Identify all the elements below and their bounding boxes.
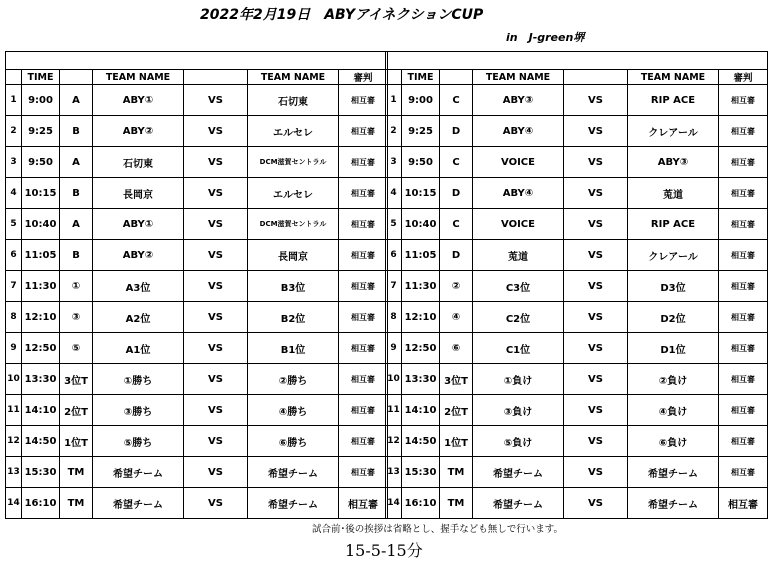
referee: 相互審: [339, 147, 388, 178]
table-row: [386, 457, 768, 488]
vs-label: VS: [184, 395, 248, 426]
team-away: 希望チーム: [248, 457, 339, 488]
vs-label: VS: [184, 457, 248, 488]
vs-label: VS: [184, 209, 248, 240]
table-row: [386, 178, 768, 209]
match-time: 10:15: [402, 178, 440, 209]
vs-label: VS: [564, 178, 628, 209]
table-blank-header: [386, 52, 768, 70]
match-group: ③: [60, 302, 93, 333]
team-home: ⑤勝ち: [93, 426, 184, 457]
table-row: [386, 85, 768, 116]
vs-label: VS: [564, 426, 628, 457]
referee: 相互審: [719, 85, 768, 116]
team-away: 希望チーム: [628, 457, 719, 488]
match-number: 1: [6, 85, 22, 116]
match-time: 9:25: [402, 116, 440, 147]
header-team1: TEAM NAME: [473, 70, 564, 85]
match-time: 16:10: [402, 488, 440, 519]
match-group: B: [60, 178, 93, 209]
team-home: C3位: [473, 271, 564, 302]
team-away: 石切東: [248, 85, 339, 116]
team-away: 長岡京: [248, 240, 339, 271]
vs-label: VS: [564, 364, 628, 395]
table-row: [6, 488, 388, 519]
match-number: 11: [386, 395, 402, 426]
match-number: 7: [386, 271, 402, 302]
match-group: TM: [60, 488, 93, 519]
match-number: 6: [6, 240, 22, 271]
table-row: [386, 116, 768, 147]
team-home: C1位: [473, 333, 564, 364]
table-blank-header: [6, 52, 388, 70]
team-home: ABY④: [473, 116, 564, 147]
team-home: ABY①: [93, 209, 184, 240]
team-away: B3位: [248, 271, 339, 302]
vs-label: VS: [184, 426, 248, 457]
referee: 相互審: [719, 147, 768, 178]
match-group: 1位T: [440, 426, 473, 457]
team-home: A3位: [93, 271, 184, 302]
team-home: ABY②: [93, 240, 184, 271]
referee: 相互審: [719, 271, 768, 302]
vs-label: VS: [184, 116, 248, 147]
vs-label: VS: [184, 147, 248, 178]
match-group: TM: [440, 488, 473, 519]
match-group: D: [440, 178, 473, 209]
team-away: D3位: [628, 271, 719, 302]
table-row: [386, 209, 768, 240]
vs-label: VS: [184, 333, 248, 364]
header-team2: TEAM NAME: [248, 70, 339, 85]
match-number: 11: [6, 395, 22, 426]
table-row: [6, 302, 388, 333]
match-group: 2位T: [440, 395, 473, 426]
match-time: 9:25: [22, 116, 60, 147]
team-home: 希望チーム: [473, 457, 564, 488]
referee: 相互審: [339, 116, 388, 147]
vs-label: VS: [184, 85, 248, 116]
table-row: [386, 147, 768, 178]
match-group: B: [60, 240, 93, 271]
team-away: 莵道: [628, 178, 719, 209]
header-team1: TEAM NAME: [93, 70, 184, 85]
referee: 相互審: [339, 364, 388, 395]
match-group: ②: [440, 271, 473, 302]
team-home: ⑤負け: [473, 426, 564, 457]
match-group: TM: [440, 457, 473, 488]
team-home: ABY①: [93, 85, 184, 116]
match-number: 9: [6, 333, 22, 364]
table-row: [6, 209, 388, 240]
referee: 相互審: [339, 209, 388, 240]
team-away: クレアール: [628, 116, 719, 147]
match-time: 13:30: [22, 364, 60, 395]
table-row: [386, 488, 768, 519]
match-time: 10:15: [22, 178, 60, 209]
team-home: 希望チーム: [93, 457, 184, 488]
match-time: 9:50: [22, 147, 60, 178]
match-time: 15:30: [22, 457, 60, 488]
vs-label: VS: [564, 488, 628, 519]
vs-label: VS: [184, 271, 248, 302]
table-row: [6, 395, 388, 426]
team-home: VOICE: [473, 147, 564, 178]
match-time: 12:10: [22, 302, 60, 333]
table-row: [6, 240, 388, 271]
table-row: [6, 364, 388, 395]
table-row: [386, 240, 768, 271]
venue-label: in J-green堺: [506, 31, 585, 44]
header-no: [6, 70, 22, 85]
referee: 相互審: [339, 85, 388, 116]
team-away: ABY③: [628, 147, 719, 178]
match-number: 6: [386, 240, 402, 271]
match-time: 16:10: [22, 488, 60, 519]
referee: 相互審: [719, 116, 768, 147]
match-time: 9:00: [402, 85, 440, 116]
table-row: [6, 116, 388, 147]
match-number: 13: [386, 457, 402, 488]
team-away: RIP ACE: [628, 85, 719, 116]
match-group: ①: [60, 271, 93, 302]
vs-label: VS: [564, 147, 628, 178]
match-number: 12: [386, 426, 402, 457]
match-time: 12:10: [402, 302, 440, 333]
team-away: B2位: [248, 302, 339, 333]
header-vs: [564, 70, 628, 85]
match-group: C: [440, 147, 473, 178]
match-time: 14:50: [402, 426, 440, 457]
team-home: 長岡京: [93, 178, 184, 209]
referee: 相互審: [339, 333, 388, 364]
header-group: [60, 70, 93, 85]
match-number: 14: [6, 488, 22, 519]
team-home: VOICE: [473, 209, 564, 240]
referee: 相互審: [339, 426, 388, 457]
team-home: ABY③: [473, 85, 564, 116]
schedule-table-left: [5, 51, 388, 519]
table-row: [6, 271, 388, 302]
header-referee: 審判: [339, 70, 388, 85]
referee: 相互審: [719, 488, 768, 519]
match-group: A: [60, 147, 93, 178]
match-time: 14:10: [402, 395, 440, 426]
team-away: エルセレ: [248, 178, 339, 209]
match-time: 11:05: [22, 240, 60, 271]
match-number: 4: [6, 178, 22, 209]
match-group: 3位T: [440, 364, 473, 395]
match-number: 3: [6, 147, 22, 178]
vs-label: VS: [564, 302, 628, 333]
table-row: [386, 426, 768, 457]
team-away: ⑥勝ち: [248, 426, 339, 457]
table-row: [6, 333, 388, 364]
referee: 相互審: [719, 364, 768, 395]
header-time: TIME: [402, 70, 440, 85]
table-header-row: [6, 70, 388, 85]
page-title: 2022年2月19日 ABYアイネクションCUP: [200, 7, 484, 23]
team-away: D1位: [628, 333, 719, 364]
schedule-table-right: [385, 51, 768, 519]
team-away: ④負け: [628, 395, 719, 426]
match-group: A: [60, 209, 93, 240]
match-group: 1位T: [60, 426, 93, 457]
match-time: 14:50: [22, 426, 60, 457]
referee: 相互審: [719, 426, 768, 457]
referee: 相互審: [339, 457, 388, 488]
match-number: 2: [386, 116, 402, 147]
match-number: 4: [386, 178, 402, 209]
team-away: DCM滋賀セントラル: [248, 209, 339, 240]
match-format: 15-5-15分: [345, 541, 423, 560]
vs-label: VS: [184, 178, 248, 209]
table-row: [386, 395, 768, 426]
table-row: [6, 426, 388, 457]
referee: 相互審: [719, 240, 768, 271]
match-number: 1: [386, 85, 402, 116]
team-away: B1位: [248, 333, 339, 364]
referee: 相互審: [719, 395, 768, 426]
match-group: C: [440, 85, 473, 116]
vs-label: VS: [184, 240, 248, 271]
team-away: エルセレ: [248, 116, 339, 147]
vs-label: VS: [564, 395, 628, 426]
table-row: [6, 178, 388, 209]
team-home: 莵道: [473, 240, 564, 271]
team-home: 希望チーム: [93, 488, 184, 519]
team-away: ②勝ち: [248, 364, 339, 395]
team-home: ABY②: [93, 116, 184, 147]
team-home: A1位: [93, 333, 184, 364]
referee: 相互審: [339, 488, 388, 519]
header-group: [440, 70, 473, 85]
referee: 相互審: [719, 209, 768, 240]
team-away: D2位: [628, 302, 719, 333]
footer-note: 試合前･後の挨拶は省略とし、握手なども無しで行います。: [312, 524, 563, 535]
match-time: 14:10: [22, 395, 60, 426]
referee: 相互審: [339, 271, 388, 302]
referee: 相互審: [719, 302, 768, 333]
match-time: 10:40: [402, 209, 440, 240]
vs-label: VS: [564, 333, 628, 364]
team-home: ①勝ち: [93, 364, 184, 395]
header-team2: TEAM NAME: [628, 70, 719, 85]
table-row: [6, 457, 388, 488]
team-away: クレアール: [628, 240, 719, 271]
team-home: 希望チーム: [473, 488, 564, 519]
referee: 相互審: [719, 457, 768, 488]
team-away: ④勝ち: [248, 395, 339, 426]
vs-label: VS: [564, 116, 628, 147]
match-group: D: [440, 240, 473, 271]
match-number: 13: [6, 457, 22, 488]
match-number: 10: [6, 364, 22, 395]
match-number: 12: [6, 426, 22, 457]
match-time: 12:50: [22, 333, 60, 364]
match-time: 13:30: [402, 364, 440, 395]
match-group: ⑤: [60, 333, 93, 364]
table-header-row: [386, 70, 768, 85]
match-number: 9: [386, 333, 402, 364]
team-home: ①負け: [473, 364, 564, 395]
match-time: 15:30: [402, 457, 440, 488]
match-time: 12:50: [402, 333, 440, 364]
match-number: 2: [6, 116, 22, 147]
match-group: D: [440, 116, 473, 147]
vs-label: VS: [564, 457, 628, 488]
match-time: 9:00: [22, 85, 60, 116]
match-group: 2位T: [60, 395, 93, 426]
match-group: ④: [440, 302, 473, 333]
team-away: ②負け: [628, 364, 719, 395]
team-home: 石切東: [93, 147, 184, 178]
vs-label: VS: [184, 302, 248, 333]
vs-label: VS: [564, 271, 628, 302]
referee: 相互審: [339, 302, 388, 333]
team-home: ③勝ち: [93, 395, 184, 426]
match-group: C: [440, 209, 473, 240]
match-number: 8: [6, 302, 22, 333]
vs-label: VS: [184, 488, 248, 519]
match-group: A: [60, 85, 93, 116]
team-away: ⑥負け: [628, 426, 719, 457]
team-home: ③負け: [473, 395, 564, 426]
match-time: 9:50: [402, 147, 440, 178]
team-away: DCM滋賀セントラル: [248, 147, 339, 178]
match-group: B: [60, 116, 93, 147]
match-number: 14: [386, 488, 402, 519]
team-away: RIP ACE: [628, 209, 719, 240]
vs-label: VS: [564, 209, 628, 240]
vs-label: VS: [564, 240, 628, 271]
referee: 相互審: [339, 178, 388, 209]
match-number: 7: [6, 271, 22, 302]
header-no: [386, 70, 402, 85]
table-row: [386, 333, 768, 364]
match-number: 5: [6, 209, 22, 240]
table-row: [6, 85, 388, 116]
referee: 相互審: [719, 178, 768, 209]
team-home: C2位: [473, 302, 564, 333]
table-row: [386, 271, 768, 302]
match-number: 10: [386, 364, 402, 395]
header-vs: [184, 70, 248, 85]
table-row: [386, 302, 768, 333]
match-number: 8: [386, 302, 402, 333]
match-group: 3位T: [60, 364, 93, 395]
table-row: [386, 364, 768, 395]
match-number: 5: [386, 209, 402, 240]
table-row: [6, 147, 388, 178]
team-home: A2位: [93, 302, 184, 333]
referee: 相互審: [339, 395, 388, 426]
vs-label: VS: [564, 85, 628, 116]
match-group: TM: [60, 457, 93, 488]
match-number: 3: [386, 147, 402, 178]
team-home: ABY④: [473, 178, 564, 209]
team-away: 希望チーム: [628, 488, 719, 519]
team-away: 希望チーム: [248, 488, 339, 519]
match-time: 11:05: [402, 240, 440, 271]
vs-label: VS: [184, 364, 248, 395]
header-time: TIME: [22, 70, 60, 85]
match-time: 10:40: [22, 209, 60, 240]
match-time: 11:30: [22, 271, 60, 302]
match-group: ⑥: [440, 333, 473, 364]
match-time: 11:30: [402, 271, 440, 302]
header-referee: 審判: [719, 70, 768, 85]
referee: 相互審: [339, 240, 388, 271]
referee: 相互審: [719, 333, 768, 364]
